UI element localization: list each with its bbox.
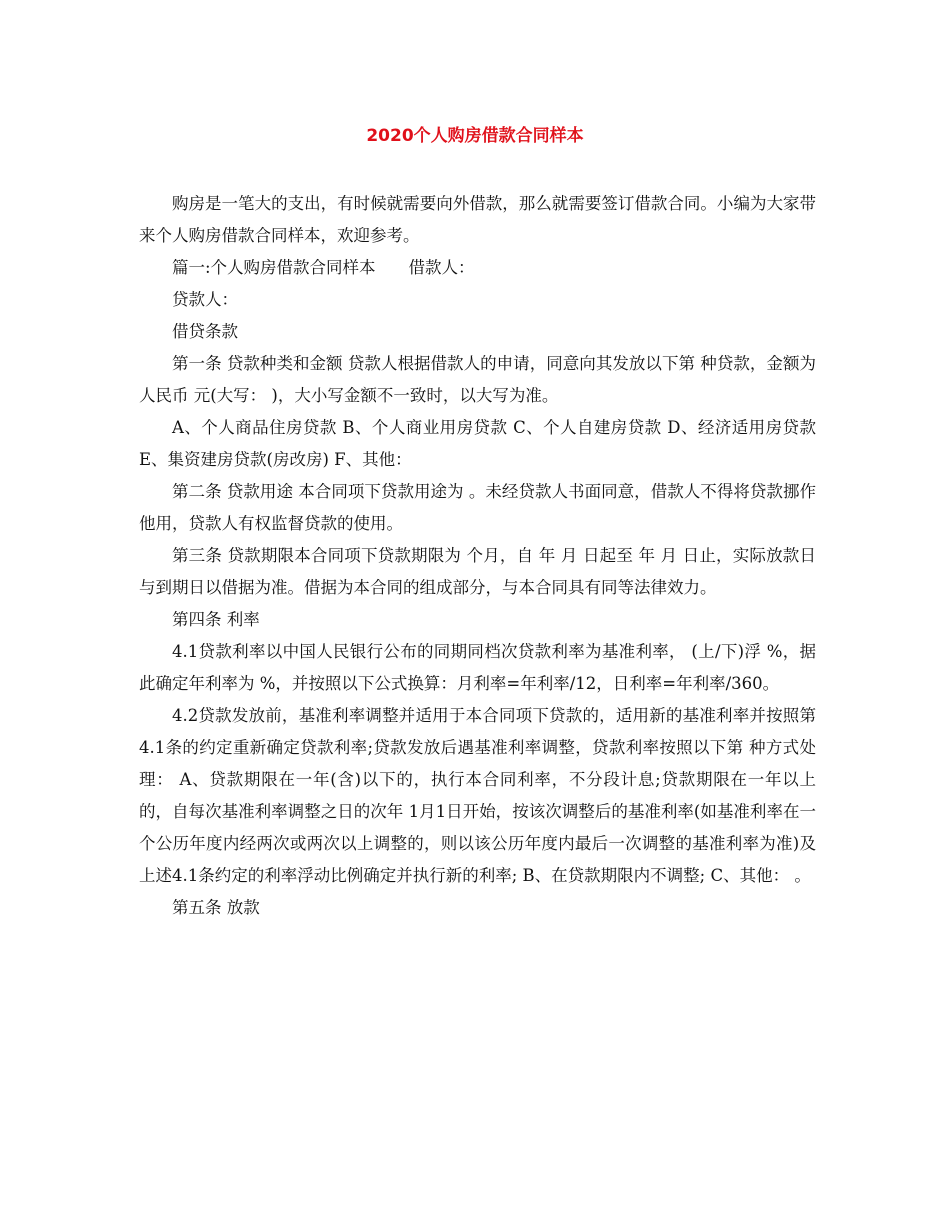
document-title: 2020个人购房借款合同样本 xyxy=(366,126,584,146)
paragraph-loan-terms-heading: 借贷条款 xyxy=(172,322,238,341)
paragraph-part-one-borrower: 篇一:个人购房借款合同样本 借款人： xyxy=(172,258,475,277)
paragraph-article-5-heading: 第五条 放款 xyxy=(172,898,260,917)
document-body xyxy=(139,188,816,924)
paragraph-article-1: 第一条 贷款种类和金额 贷款人根据借款人的申请，同意向其发放以下第 种贷款，金额为人民币 元(大写： )，大小写金额不一致时，以大写为准。 xyxy=(139,354,816,405)
paragraph-loan-types: A、个人商品住房贷款 B、个人商业用房贷款 C、个人自建房贷款 D、经济适用房贷款 E、集资建房贷款(房改房) F、其他： xyxy=(139,418,816,469)
paragraph-article-2: 第二条 贷款用途 本合同项下贷款用途为 。未经贷款人书面同意，借款人不得将贷款挪作他用，贷款人有权监督贷款的使用。 xyxy=(139,482,816,533)
paragraph-article-4-1: 4.1贷款利率以中国人民银行公布的同期同档次贷款利率为基准利率， (上/下)浮 %，据此确定年利率为 %，并按照以下公式换算：月利率=年利率/12，日利率=年利率/360。 xyxy=(139,642,816,693)
paragraph-intro: 购房是一笔大的支出，有时候就需要向外借款，那么就需要签订借款合同。小编为大家带来个人购房借款合同样本，欢迎参考。 xyxy=(139,194,816,245)
paragraph-lender: 贷款人： xyxy=(172,290,238,309)
paragraph-article-4-heading: 第四条 利率 xyxy=(172,610,260,629)
paragraph-article-4-2: 4.2贷款发放前，基准利率调整并适用于本合同项下贷款的，适用新的基准利率并按照第4.1条的约定重新确定贷款利率;贷款发放后遇基准利率调整，贷款利率按照以下第 种方式处理： A、贷款期限在一年(含)以下的，执行本合同利率，不分段计息;贷款期限在一年以上的，自每次基准利率调整之日的次年 1月1日开始，按该次调整后的基准利率(如基准利率在一个公历年度内经两次或两次以上调整的，则以该公历年度内最后一次调整的基准利率为准)及上述4.1条约定的利率浮动比例确定并执行新的利率; B、在贷款期限内不调整; C、其他： 。 xyxy=(139,706,816,885)
paragraph-article-3: 第三条 贷款期限本合同项下贷款期限为 个月，自 年 月 日起至 年 月 日止，实际放款日与到期日以借据为准。借据为本合同的组成部分，与本合同具有同等法律效力。 xyxy=(139,546,816,597)
